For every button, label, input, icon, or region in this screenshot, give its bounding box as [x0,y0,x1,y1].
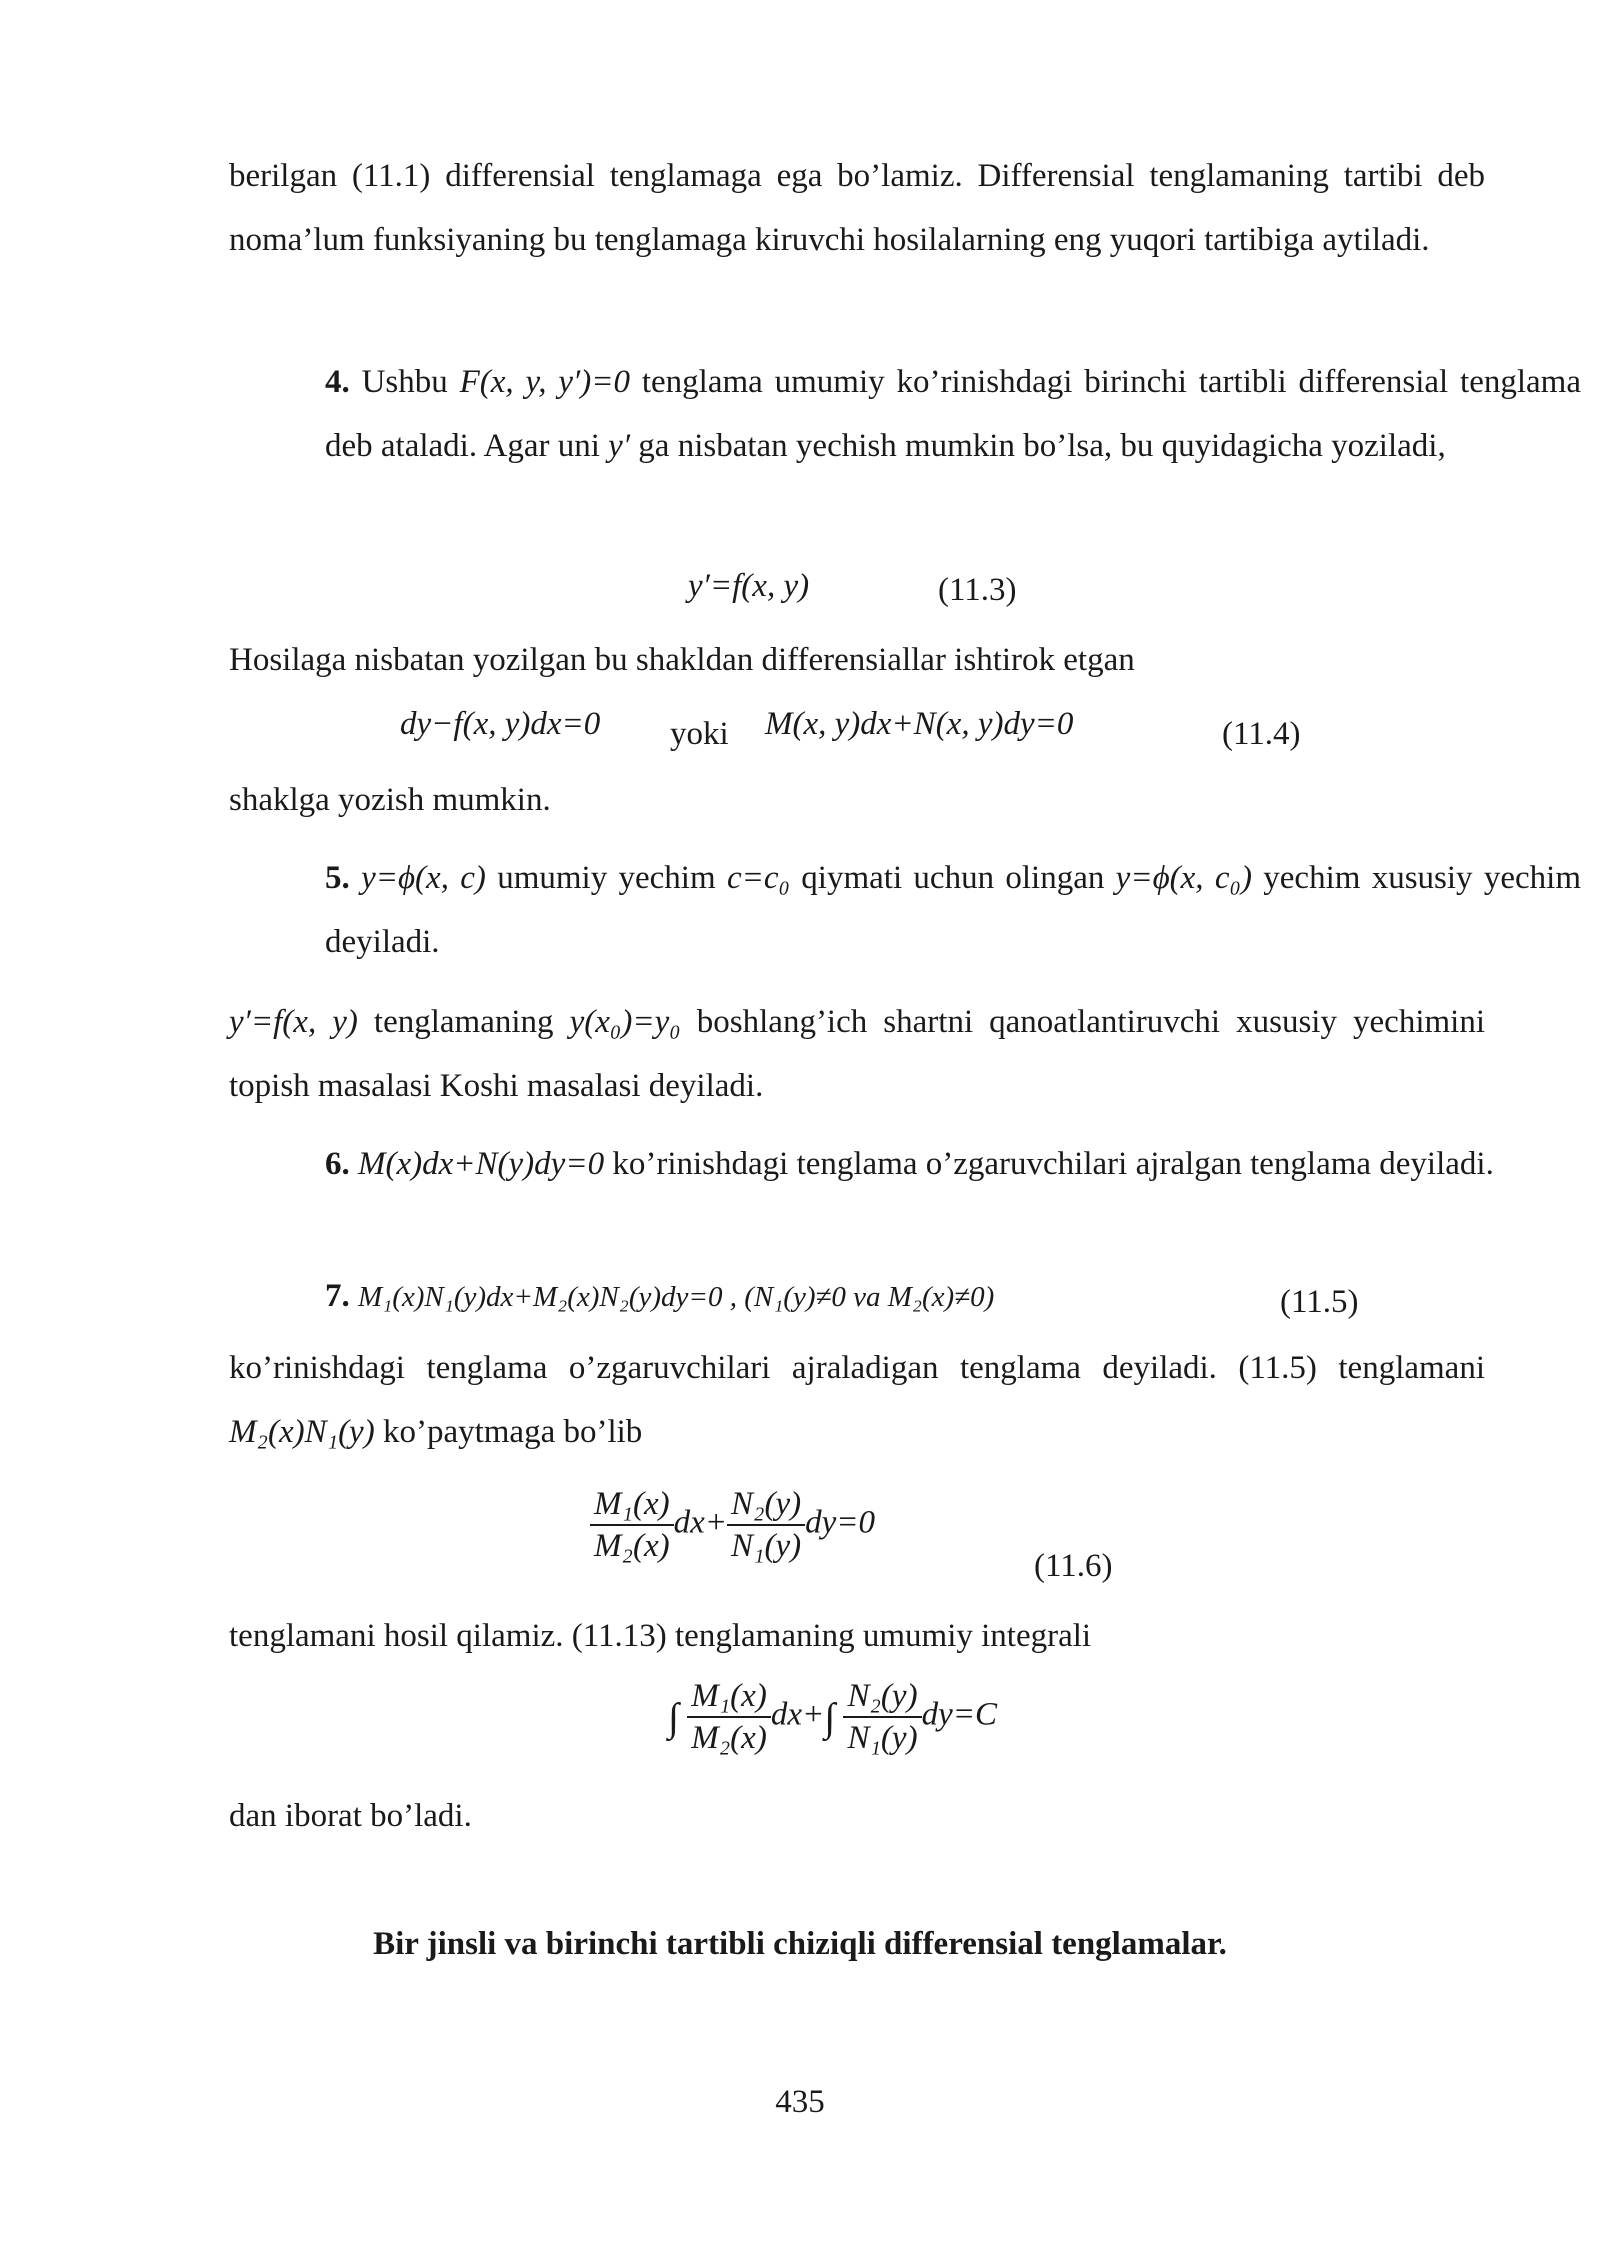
item-6-formula: M(x)dx+N(y)dy=0 [358,1146,605,1182]
fraction-numerator: N₂(y) [727,1484,805,1526]
item-4-paragraph [229,350,1581,478]
equation-11-4-left [400,706,600,743]
item-4-number: 4. [325,364,350,400]
koshi-text-2: boshlang’ich shartni qanoatlantiruvchi xususiy yechimini topish masalasi Koshi masalasi deyiladi. [229,1004,1485,1104]
fraction-denominator: M₂(x) [691,1720,767,1756]
integral-sign: ∫ [668,1694,679,1740]
hosil-paragraph: tenglamani hosil qilamiz. (11.13) tenglamaning umumiy integrali [229,1618,1092,1654]
equation-11-4-label: (11.4) [1222,716,1301,752]
fraction-m1-m2 [687,1676,771,1758]
equation-11-4-right-formula: M(x, y)dx+N(x, y)dy=0 [765,706,1074,742]
fraction-m1-m2 [590,1484,674,1566]
paragraph-11-5 [229,1336,1485,1464]
item-4-formula: F(x, y, y′)=0 [459,364,631,400]
integral-dy: dy=C [921,1696,997,1733]
equation-11-3 [688,568,809,605]
koshi-formula-1: y′=f(x, y) [229,1004,358,1040]
item-4-text-post: tenglama umumiy ko’rinishdagi birinchi tartibli differensial tenglama deb ataladi. Agar uni [325,364,1581,464]
item-4-text-post2: ga nisbatan yechish mumkin bo’lsa, bu quyidagicha yoziladi, [630,428,1446,464]
item-4-text-pre: Ushbu [349,364,460,400]
item-5-text-3: yechim xususiy yechim deyiladi. [325,860,1581,960]
page-number: 435 [775,2084,825,2120]
item-5-formula-3: y=ϕ(x, c₀) [1115,860,1252,896]
item-5-formula-2: c=c₀ [726,860,790,896]
item-7-formula: M₁(x)N₁(y)dx+M₂(x)N₂(y)dy=0 , (N₁(y)≠0 va M₂(x)≠0) [358,1281,995,1313]
equation-11-3-label: (11.3) [938,572,1017,608]
equation-11-6-dy: dy=0 [805,1504,876,1541]
dan-paragraph: dan iborat bo’ladi. [229,1798,472,1834]
paragraph-11-5-text-1: ko’rinishdagi tenglama o’zgaruvchilari ajraladigan tenglama deyiladi. (11.5) tenglamani [229,1350,1485,1386]
fraction-numerator: N₂(y) [843,1676,921,1718]
koshi-paragraph [229,990,1485,1118]
integral-dx: dx+ [770,1696,825,1733]
item-7-line [229,1278,994,1315]
shaklga-paragraph: shaklga yozish mumkin. [229,782,551,818]
fraction-numerator: M₁(x) [687,1676,771,1718]
item-5-paragraph [229,846,1581,974]
fraction-denominator: M₂(x) [594,1528,670,1564]
item-7-number: 7. [325,1278,350,1314]
equation-11-6-label: (11.6) [1034,1548,1113,1584]
equation-11-5-label: (11.5) [1280,1284,1359,1320]
fraction-numerator: M₁(x) [590,1484,674,1526]
item-5-number: 5. [325,860,350,896]
item-5-formula-1: y=ϕ(x, c) [361,860,486,896]
fraction-n2-n1 [727,1484,805,1566]
equation-11-4-left-formula: dy−f(x, y)dx=0 [400,706,601,742]
fraction-n2-n1 [843,1676,921,1758]
item-6-number: 6. [325,1146,350,1182]
koshi-text-1: tenglamaning [357,1004,570,1040]
equation-11-4-right [765,706,1073,743]
equation-11-3-formula: y′=f(x, y) [688,568,810,604]
item-6-paragraph [229,1132,1581,1196]
fraction-denominator: N₁(y) [847,1720,918,1756]
item-6-text: ko’rinishdagi tenglama o’zgaruvchilari ajralgan tenglama deyiladi. [604,1146,1494,1182]
equation-11-6 [590,1484,875,1566]
equation-11-4-yoki: yoki [670,716,729,752]
fraction-denominator: N₁(y) [731,1528,802,1564]
paragraph-11-5-text-2: ko’paytmaga bo’lib [374,1414,643,1450]
integral-sign: ∫ [824,1694,836,1740]
item-5-text-1: umumiy yechim [485,860,727,896]
intro-paragraph: berilgan (11.1) differensial tenglamaga ega bo’lamiz. Differensial tenglamaning tartibi deb noma’lum funksiyaning bu tenglamaga kiruvchi hosilalarning eng yuqori tartibiga aytiladi. [229,158,1485,258]
equation-11-6-dx: dx+ [673,1504,728,1541]
koshi-formula-2: y(x₀)=y₀ [569,1004,681,1040]
section-heading: Bir jinsli va birinchi tartibli chiziqli differensial tenglamalar. [373,1926,1227,1962]
item-5-text-2: qiymati uchun olingan [790,860,1116,896]
item-4-variable: y′ [608,428,631,464]
paragraph-11-5-formula: M₂(x)N₁(y) [229,1414,375,1450]
hosilaga-paragraph: Hosilaga nisbatan yozilgan bu shakldan differensiallar ishtirok etgan [229,642,1135,678]
integral-equation [668,1676,997,1758]
